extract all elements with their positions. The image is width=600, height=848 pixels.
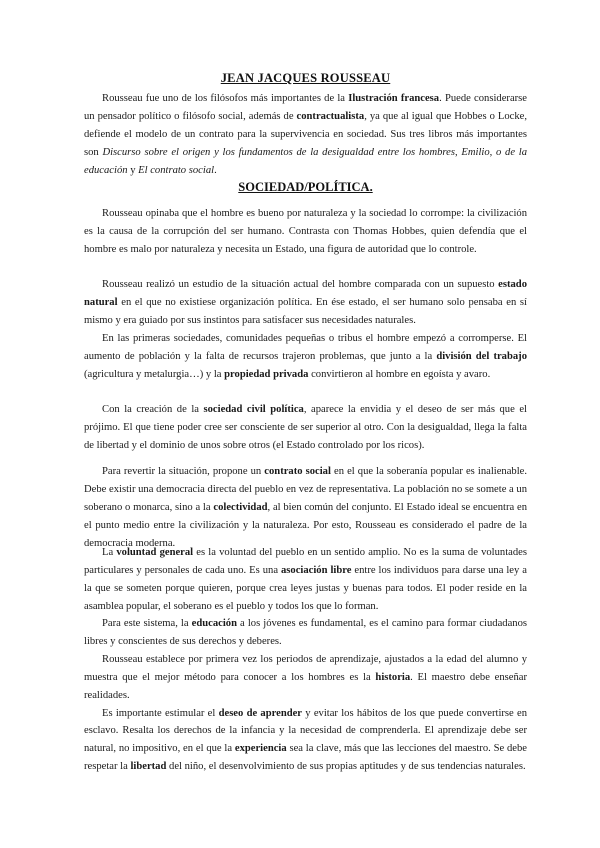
emphasis-bold: estado natural [84,279,527,308]
text-run: Para revertir la situación, propone un [102,466,265,477]
emphasis-bold: educación [191,618,237,629]
text-run: , [454,146,462,158]
text-run: y evitar los hábitos de los que puede convertirse en esclavo. Resalta los derechos de la infancia y la necesidad de comprenderla. El aprendizaje debe ser natural, no impositivo, en el que la [84,707,527,755]
emphasis-bold: división del trabajo [436,350,527,362]
paragraph-4-block [84,401,527,455]
text-run: . El maestro debe enseñar realidades. [84,671,527,701]
book-title: El contrato social [138,164,215,176]
emphasis-bold: voluntad general [116,547,194,558]
text-run: y [127,164,139,176]
text-run: , al bien común del conjunto. El Estado ideal se encuentra en el punto medio entre la civilización y la naturaleza. Por esto, Rousseau es considerado el padre de la democracia moderna. [84,501,527,549]
text-run: entre los individuos para darse una ley a la que se someten porque quieren, porque crea leyes justas y buenas para todos. El poder reside en la asamblea popular, el soberano es el pueblo y todos los que lo forman. [84,564,527,612]
text-run: Rousseau realizó un estudio de la situación actual del hombre comparada con un supuesto [102,279,499,290]
text-run: a los jóvenes es fundamental, es el camino para formar ciudadanos libres y conscientes de sus derechos y deberes. [84,618,527,647]
text-run: . Puede considerarse un pensador político o filósofo social, además de [84,93,527,122]
text-run: Es importante estimular el [102,707,219,719]
text-run: en el que no existiese organización política. En ése estado, el ser humano solo pensaba en sí mismo y era guiado por sus instintos para satisfacer sus necesidades naturales. [84,296,527,326]
book-title: Discurso sobre el origen y los fundamentos de la desigualdad entre los hombres [102,146,455,158]
emphasis-bold: historia [375,671,411,683]
paragraph [84,463,527,553]
text-run: . [214,164,217,176]
paragraph [84,330,527,384]
text-run: en el que la soberanía popular es inalienable. Debe existir una democracia directa del pueblo en vez de representativa. La población no se somete a un soberano o monarca, sino a la [84,466,527,513]
emphasis-bold: deseo de aprender [218,707,303,719]
paragraph-5-block [84,463,527,553]
title-block [84,71,527,86]
paragraph [84,705,527,777]
text-run: convirtieron al hombre en egoísta y avaro. [308,368,491,380]
paragraph-1-block [84,205,527,259]
emphasis-bold: colectividad [213,501,268,513]
paragraph-2-block [84,276,527,383]
document-title: JEAN JACQUES ROUSSEAU [220,71,391,85]
paragraph [84,544,527,616]
emphasis-bold: propiedad privada [224,368,309,380]
emphasis-bold: contrato social [264,466,331,477]
paragraph-6-block [84,544,527,616]
text-run: La [102,547,117,558]
text-run: , ya que al igual que Hobbes o Locke, defiende el modelo de un contrato para la supervivencia en sociedad. Sus tres libros más importantes son [84,110,527,158]
paragraph [84,276,527,330]
text-run: Rousseau opinaba que el hombre es bueno por naturaleza y la sociedad lo corrompe: la civilización es la causa de la corrupción del ser humano. Contrasta con Thomas Hobbes, quien defendía que el hombre es malo por naturaleza y necesita un Estado, una figura de autoridad que lo controle. [84,208,527,255]
paragraph [84,205,527,259]
text-run: , aparece la envidia y el deseo de ser más que el prójimo. El que tiene poder cree ser consciente de ser superior al otro. Con la desigualdad, llega la falta de libertad y el dominio de unos sobre otros (el Estado controlado por los ricos). [84,404,527,451]
emphasis-bold: contractualista [296,110,365,122]
text-run: En las primeras sociedades, comunidades pequeñas o tribus el hombre empezó a corromperse. El aumento de población y la falta de recursos trajeron problemas, que junto a la [84,332,527,362]
text-run: (agricultura y metalurgia…) y la [84,368,225,380]
emphasis-bold: Ilustración francesa [348,93,440,104]
paragraph [84,651,527,705]
emphasis-bold: asociación libre [281,564,352,576]
text-run: Rousseau establece por primera vez los periodos de aprendizaje, ajustados a la edad del alumno y muestra que el mejor método para conocer a los hombres es la [84,653,527,683]
emphasis-bold: experiencia [234,743,287,755]
text-run: Rousseau fue uno de los filósofos más importantes de la [102,93,349,104]
paragraph [84,615,527,651]
book-title: Emilio, o de la educación [84,146,527,176]
text-run: Para este sistema, la [102,618,192,629]
text-run: es la voluntad del pueblo en un sentido amplio. No es la suma de voluntades particulares y personales de cada uno. Es una [84,547,527,576]
emphasis-bold: libertad [130,761,167,773]
section-title-block [84,180,527,195]
text-run: Con la creación de la [102,404,204,415]
emphasis-bold: sociedad civil política [203,404,304,415]
intro-block [84,90,527,180]
text-run: sea la clave, más que las lecciones del maestro. Se debe respetar la [84,743,527,773]
section-title: SOCIEDAD/POLÍTICA. [238,180,373,194]
paragraph-7-block [84,615,527,776]
text-run: del niño, el desenvolvimiento de sus propias aptitudes y de sus tendencias naturales. [166,761,526,773]
paragraph [84,401,527,455]
intro-paragraph [84,90,527,180]
